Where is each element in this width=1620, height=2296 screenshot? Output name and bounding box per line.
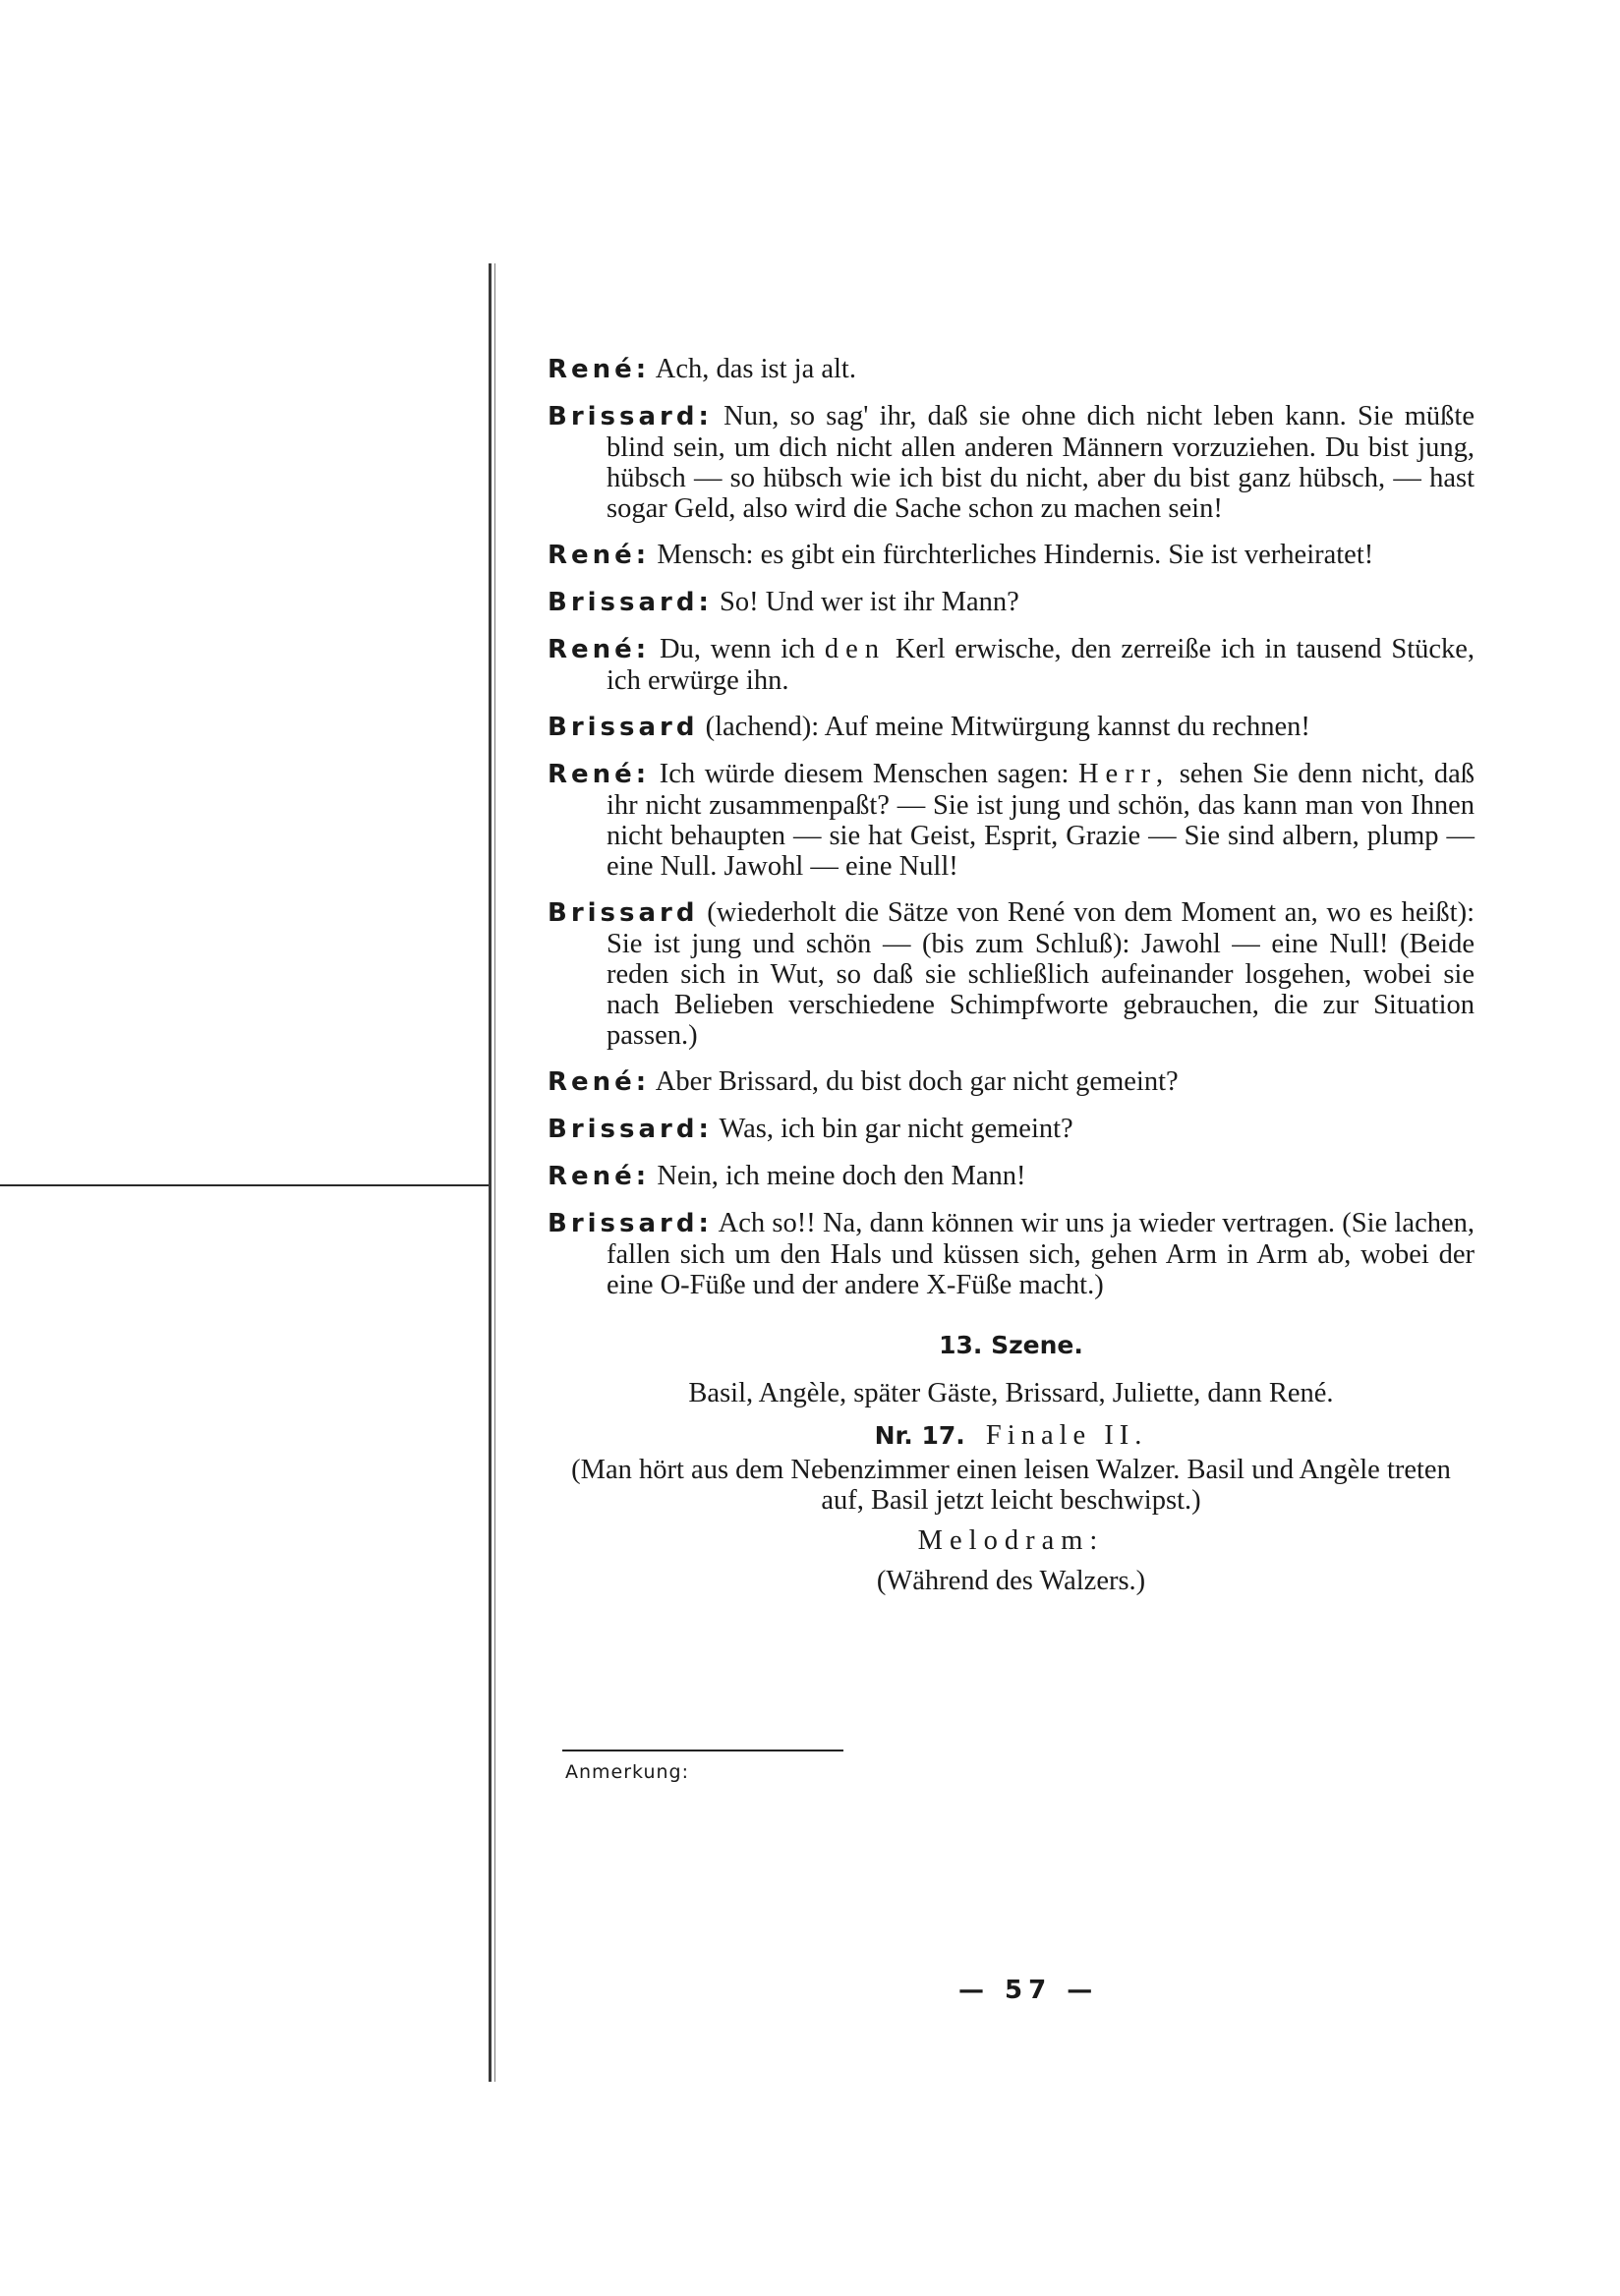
speaker-name: René: [548, 541, 651, 570]
speech-text: Ach, das ist ja alt. [655, 354, 856, 384]
speech-brissard-3 [548, 712, 1475, 743]
speech-text-after: Kerl erwische, den zerreiße ich in tausend Stücke, ich erwürge ihn. [607, 634, 1475, 696]
speaker-name: Brissard [548, 898, 699, 928]
speech-text-before: Du, wenn ich [660, 634, 816, 664]
speaker-name: Brissard: [548, 1115, 713, 1144]
page-number: — 57 — [958, 1976, 1099, 2005]
speech-text: So! Und wer ist ihr Mann? [720, 587, 1019, 617]
scene-cast-list: Basil, Angèle, später Gäste, Brissard, Juliette, dann René. [688, 1378, 1334, 1408]
speech-rene-5 [548, 1066, 1475, 1098]
speech-text: Nein, ich meine doch den Mann! [657, 1161, 1026, 1191]
speaker-name: Brissard: [548, 588, 713, 617]
speech-text: (wiederholt die Sätze von René von dem Moment an, wo es heißt): Sie ist jung und schön — (bis zum Schluß): Jawohl — eine Null! (Beide reden sich in Wut, so daß sie schließlich aufeinander losgehen, wobei sie nach Belieben verschiedene Schimpfworte gebrauchen, die zur Situation passen.) [607, 897, 1475, 1051]
speech-brissard-2 [548, 587, 1475, 618]
speaker-name: Brissard: [548, 1209, 713, 1238]
speaker-name: René: [548, 355, 651, 384]
speech-text: Aber Brissard, du bist doch gar nicht gemeint? [655, 1066, 1179, 1097]
footnote-rule [562, 1750, 843, 1751]
melodram-heading: Melodram: [917, 1525, 1105, 1556]
speech-brissard-5 [548, 1114, 1475, 1145]
stage-direction: (Man hört aus dem Nebenzimmer einen leisen Walzer. Basil und Angèle treten auf, Basil jetzt leicht beschwipst.) [571, 1455, 1451, 1516]
speech-brissard-6 [548, 1208, 1475, 1300]
speech-text-before: Ich würde diesem Menschen sagen: [659, 759, 1070, 789]
fold-mark-line [0, 1184, 489, 1186]
speech-text: Mensch: es gibt ein fürchterliches Hindernis. Sie ist verheiratet! [657, 540, 1374, 570]
speech-emphasis: den [824, 634, 887, 664]
binding-edge-line [489, 263, 492, 2082]
speech-text: (lachend): Auf meine Mitwürgung kannst du rechnen! [705, 712, 1310, 742]
speaker-name: Brissard [548, 713, 699, 742]
speaker-name: René: [548, 635, 651, 664]
speech-rene-4 [548, 759, 1475, 882]
speaker-name: René: [548, 1067, 651, 1097]
speech-text: Was, ich bin gar nicht gemeint? [719, 1114, 1073, 1144]
speech-rene-3 [548, 634, 1475, 696]
speech-brissard-4 [548, 897, 1475, 1051]
speech-rene-2 [548, 540, 1475, 571]
melodram-note: (Während des Walzers.) [876, 1566, 1146, 1596]
dialogue-text-block [548, 354, 1475, 1596]
speech-rene-6 [548, 1161, 1475, 1192]
speech-text-after: sehen Sie denn nicht, daß ihr nicht zusammenpaßt? — Sie ist jung und schön, das kann man von Ihnen nicht behaupten — sie hat Geist, Esprit, Grazie — Sie sind albern, plump — eine Null. Jawohl — eine Null! [607, 759, 1475, 882]
speech-rene-1 [548, 354, 1475, 385]
finale-title: Finale II. [985, 1420, 1148, 1451]
musical-number-line [548, 1420, 1475, 1451]
footnote-label: Anmerkung: [565, 1761, 690, 1783]
musical-number: Nr. 17. [874, 1421, 965, 1450]
speaker-name: René: [548, 760, 651, 789]
speech-brissard-1 [548, 401, 1475, 524]
binding-edge-line-inner [494, 263, 495, 2082]
speaker-name: René: [548, 1162, 651, 1191]
speech-text: Nun, so sag' ihr, daß sie ohne dich nicht leben kann. Sie müßte blind sein, um dich nicht allen anderen Männern vorzuziehen. Du bist jung, hübsch — so hübsch wie ich bist du nicht, aber du bist ganz hübsch, — hast sogar Geld, also wird die Sache schon zu machen sein! [607, 401, 1475, 524]
speaker-name: Brissard: [548, 402, 713, 431]
speech-text: Ach so!! Na, dann können wir uns ja wieder vertragen. (Sie lachen, fallen sich um den Hals und küssen sich, gehen Arm in Arm ab, wobei der eine O-Füße und der andere X-Füße macht.) [607, 1208, 1475, 1300]
speech-emphasis: Herr, [1077, 759, 1171, 789]
scene-heading: 13. Szene. [939, 1331, 1083, 1359]
